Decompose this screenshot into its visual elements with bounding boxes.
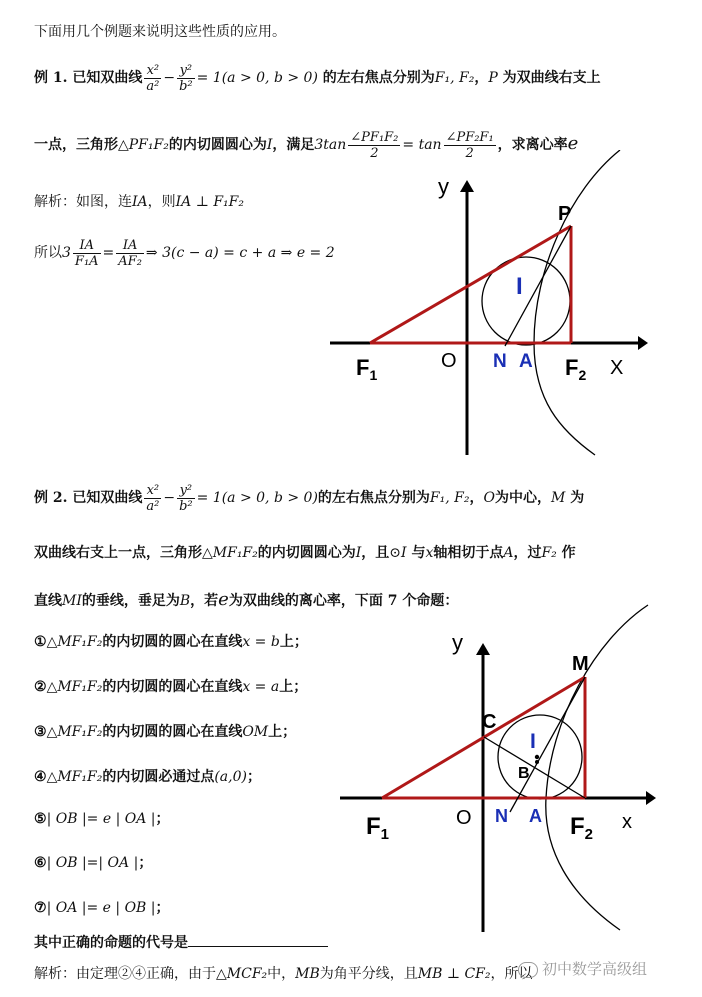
example1-text: ， bbox=[474, 70, 489, 86]
example1-text: ，满足 bbox=[272, 137, 315, 153]
example2-text: 为双曲线的离心率，下面 7 个命题： bbox=[228, 593, 459, 609]
math-expression: | OB |=| OA | bbox=[46, 855, 139, 871]
point-B-dot bbox=[535, 760, 539, 764]
fraction-numerator: y² bbox=[177, 483, 195, 499]
proposition-number: ⑥ bbox=[34, 855, 47, 871]
x-axis-arrow-icon bbox=[638, 336, 648, 350]
y-axis-arrow-icon bbox=[460, 180, 474, 192]
proposition-3 bbox=[34, 722, 296, 742]
math-expression: | OA |= e | OB | bbox=[46, 900, 156, 916]
fraction-denominator: 2 bbox=[370, 145, 379, 161]
segment-symbol: MB bbox=[295, 966, 320, 982]
perpendicular-expression: MB ⊥ CF₂ bbox=[417, 966, 491, 982]
math-expression: | OB |= e | OA | bbox=[46, 811, 156, 827]
solution-text: 中， bbox=[267, 966, 296, 982]
example2-line1 bbox=[34, 482, 584, 514]
proposition-text: 上； bbox=[279, 679, 308, 695]
fraction-denominator: a² bbox=[146, 78, 160, 94]
solution-text: 所以 bbox=[34, 245, 62, 261]
proposition-text: 的内切圆必通过点 bbox=[102, 769, 215, 785]
fraction-denominator: 2 bbox=[465, 145, 474, 161]
solution-text: 解析：如图，连 bbox=[34, 194, 132, 210]
proposition-text: 上； bbox=[279, 634, 308, 650]
example2-text: ，若 bbox=[190, 593, 219, 609]
condition: = 1(a > 0, b > 0) bbox=[196, 70, 318, 86]
label-F2 bbox=[565, 355, 586, 383]
solution-text: ，所以 bbox=[490, 966, 533, 982]
x-axis-arrow-icon bbox=[646, 791, 656, 805]
condition: = 1(a > 0, b > 0) bbox=[196, 490, 318, 506]
implication-chain: ⇒ 3(c − a) = c + a ⇒ e = 2 bbox=[145, 245, 335, 261]
example1-text: 为双曲线右支上 bbox=[502, 70, 601, 86]
solution1-line1 bbox=[34, 192, 244, 212]
proposition-number: ② bbox=[34, 679, 47, 695]
label-N: N bbox=[493, 351, 507, 372]
fraction-x2-a2 bbox=[144, 63, 161, 94]
label-F1-sub: 1 bbox=[369, 367, 378, 383]
incenter-symbol: I bbox=[266, 137, 273, 153]
solution-text: 解析：由定理②④正确，由于 bbox=[34, 966, 216, 982]
label-F2-main: F bbox=[570, 813, 585, 840]
example2-text: 轴相切于点 bbox=[433, 545, 504, 561]
point-symbol: M bbox=[550, 490, 566, 506]
fraction-numerator: y² bbox=[177, 63, 195, 79]
segment-symbol: IA bbox=[132, 194, 148, 210]
foci-symbol: F₁, F₂ bbox=[434, 70, 475, 86]
incenter-symbol: I bbox=[355, 545, 362, 561]
proposition-text: ； bbox=[155, 900, 170, 916]
equals-tan: = tan bbox=[402, 137, 442, 153]
circle-symbol: ⊙I bbox=[389, 545, 407, 561]
example2-text: 的左右焦点分别为 bbox=[317, 490, 430, 506]
minus-sign: − bbox=[163, 490, 176, 506]
proposition-number: ③ bbox=[34, 724, 47, 740]
example2-text: 已知双曲线 bbox=[72, 490, 143, 506]
answer-blank[interactable] bbox=[188, 932, 328, 947]
fraction-numerator: ∠PF₁F₂ bbox=[350, 129, 399, 145]
solution-text: ，则 bbox=[147, 194, 176, 210]
example2-text: 作 bbox=[561, 545, 576, 561]
fraction-y2-b2 bbox=[177, 483, 195, 514]
math-expression: x = b bbox=[242, 634, 280, 650]
minus-sign: − bbox=[163, 70, 176, 86]
triangle-symbol: △MCF₂ bbox=[216, 966, 268, 982]
fraction-denominator: b² bbox=[179, 78, 193, 94]
label-x: x bbox=[622, 811, 632, 833]
fraction-numerator: x² bbox=[144, 483, 161, 499]
question-text: 其中正确的命题的代号是 bbox=[34, 935, 188, 951]
triangle-symbol: △MF₁F₂ bbox=[202, 545, 258, 561]
label-F1-sub: 1 bbox=[380, 826, 390, 843]
focus-symbol: F₂ bbox=[541, 545, 557, 561]
example1-text: 已知双曲线 bbox=[72, 70, 143, 86]
equals-sign: = bbox=[102, 245, 115, 261]
proposition-number: ⑦ bbox=[34, 900, 47, 916]
fraction-denominator: b² bbox=[179, 498, 193, 514]
proposition-text: ； bbox=[155, 811, 170, 827]
figure1-hyperbola-diagram bbox=[320, 150, 650, 460]
fraction-denominator: a² bbox=[146, 498, 160, 514]
label-F1 bbox=[356, 355, 377, 383]
fraction-numerator: IA bbox=[73, 238, 101, 254]
proposition-text: ； bbox=[246, 769, 261, 785]
coefficient: 3 bbox=[62, 245, 71, 261]
point-symbol: P bbox=[488, 70, 498, 86]
proposition-7 bbox=[34, 898, 170, 918]
proposition-text: 上； bbox=[268, 724, 297, 740]
proposition-text: ； bbox=[138, 855, 153, 871]
solution-text: 为角平分线，且 bbox=[319, 966, 418, 982]
triangle-symbol: △MF₁F₂ bbox=[46, 634, 103, 650]
label-x: X bbox=[610, 357, 624, 379]
example1-line1 bbox=[34, 62, 601, 94]
label-P: P bbox=[558, 203, 572, 225]
math-expression: OM bbox=[242, 724, 269, 740]
triangle-symbol: △MF₁F₂ bbox=[46, 724, 103, 740]
example2-text: 与 bbox=[411, 545, 426, 561]
label-B: B bbox=[518, 765, 530, 782]
example2-text: 双曲线右支上一点，三角形 bbox=[34, 545, 202, 561]
center-symbol: O bbox=[483, 490, 495, 506]
proposition-6 bbox=[34, 853, 152, 873]
fraction-y2-b2 bbox=[177, 63, 195, 94]
label-y: y bbox=[452, 630, 463, 655]
point-I-dot bbox=[535, 755, 539, 759]
label-C: C bbox=[482, 711, 497, 733]
example1-text: ，求离心率 bbox=[497, 137, 568, 153]
fraction-denominator: F₁A bbox=[74, 253, 99, 269]
watermark bbox=[518, 958, 647, 979]
proposition-number: ⑤ bbox=[34, 811, 47, 827]
example2-text: 为中心， bbox=[494, 490, 551, 506]
example2-text: ，且 bbox=[361, 545, 390, 561]
example1-text: 的左右焦点分别为 bbox=[322, 70, 435, 86]
example2-text: ，过 bbox=[513, 545, 542, 561]
example1-label: 例 1. bbox=[34, 70, 68, 86]
eccentricity-symbol: e bbox=[218, 589, 229, 610]
example1-text: 的内切圆圆心为 bbox=[168, 137, 267, 153]
label-F2 bbox=[570, 813, 593, 843]
label-F2-main: F bbox=[565, 355, 579, 380]
proposition-5 bbox=[34, 809, 170, 829]
example2-text: 的垂线，垂足为 bbox=[81, 593, 180, 609]
example2-text: 直线 bbox=[34, 593, 62, 609]
ratio-fraction-1 bbox=[73, 238, 101, 269]
fraction-denominator: AF₂ bbox=[118, 253, 142, 269]
math-expression: (a,0) bbox=[214, 769, 247, 785]
solution2-line bbox=[34, 964, 533, 984]
label-A: A bbox=[529, 806, 542, 826]
label-M: M bbox=[572, 653, 589, 675]
label-O: O bbox=[441, 350, 457, 372]
label-O: O bbox=[456, 807, 472, 829]
intro-text: 下面用几个例题来说明这些性质的应用。 bbox=[34, 24, 286, 40]
math-expression: x = a bbox=[242, 679, 280, 695]
label-F2-sub: 2 bbox=[584, 826, 594, 843]
label-F1-main: F bbox=[366, 813, 381, 840]
label-F1 bbox=[366, 813, 389, 843]
hyperbola-branch bbox=[546, 605, 648, 930]
label-F2-sub: 2 bbox=[578, 367, 587, 383]
fraction-x2-a2 bbox=[144, 483, 161, 514]
label-N: N bbox=[495, 806, 508, 826]
wechat-icon bbox=[518, 962, 538, 978]
proposition-number: ① bbox=[34, 634, 47, 650]
fraction-numerator: x² bbox=[144, 63, 161, 79]
proposition-number: ④ bbox=[34, 769, 47, 785]
example2-text: ， bbox=[469, 490, 484, 506]
label-A: A bbox=[519, 351, 533, 372]
fraction-numerator: ∠PF₂F₁ bbox=[445, 129, 494, 145]
example1-text: 一点，三角形 bbox=[34, 137, 118, 153]
example2-line2 bbox=[34, 543, 576, 563]
hyperbola-branch bbox=[534, 150, 620, 455]
label-I: I bbox=[530, 730, 536, 753]
triangle-symbol: △MF₁F₂ bbox=[46, 769, 103, 785]
point-symbol: A bbox=[503, 545, 514, 561]
figure2-hyperbola-diagram bbox=[330, 600, 670, 940]
proposition-2 bbox=[34, 677, 307, 697]
proposition-text: 的内切圆的圆心在直线 bbox=[102, 679, 243, 695]
proposition-4 bbox=[34, 767, 261, 787]
point-symbol: B bbox=[179, 593, 191, 609]
solution1-line2 bbox=[34, 236, 335, 270]
question-line bbox=[34, 932, 328, 953]
y-axis-arrow-icon bbox=[476, 643, 490, 655]
example2-label: 例 2. bbox=[34, 490, 68, 506]
proposition-text: 的内切圆的圆心在直线 bbox=[102, 634, 243, 650]
label-y: y bbox=[438, 174, 449, 199]
triangle-symbol: △MF₁F₂ bbox=[46, 679, 103, 695]
triangle-symbol: △PF₁F₂ bbox=[118, 137, 169, 153]
label-F1-main: F bbox=[356, 355, 370, 380]
example2-text: 的内切圆圆心为 bbox=[257, 545, 356, 561]
eccentricity-symbol: e bbox=[567, 133, 579, 154]
fraction-numerator: IA bbox=[116, 238, 144, 254]
foci-symbol: F₁, F₂ bbox=[429, 490, 470, 506]
label-I: I bbox=[516, 273, 523, 300]
perpendicular-expression: IA ⊥ F₁F₂ bbox=[175, 194, 244, 210]
proposition-text: 的内切圆的圆心在直线 bbox=[102, 724, 243, 740]
ratio-fraction-2 bbox=[116, 238, 144, 269]
line-symbol: MI bbox=[62, 593, 82, 609]
tan-coefficient: 3tan bbox=[314, 137, 347, 153]
proposition-1 bbox=[34, 632, 308, 652]
watermark-text: 初中数学高级组 bbox=[542, 960, 648, 978]
example2-text: 为 bbox=[570, 490, 585, 506]
x-symbol: x bbox=[425, 545, 434, 561]
